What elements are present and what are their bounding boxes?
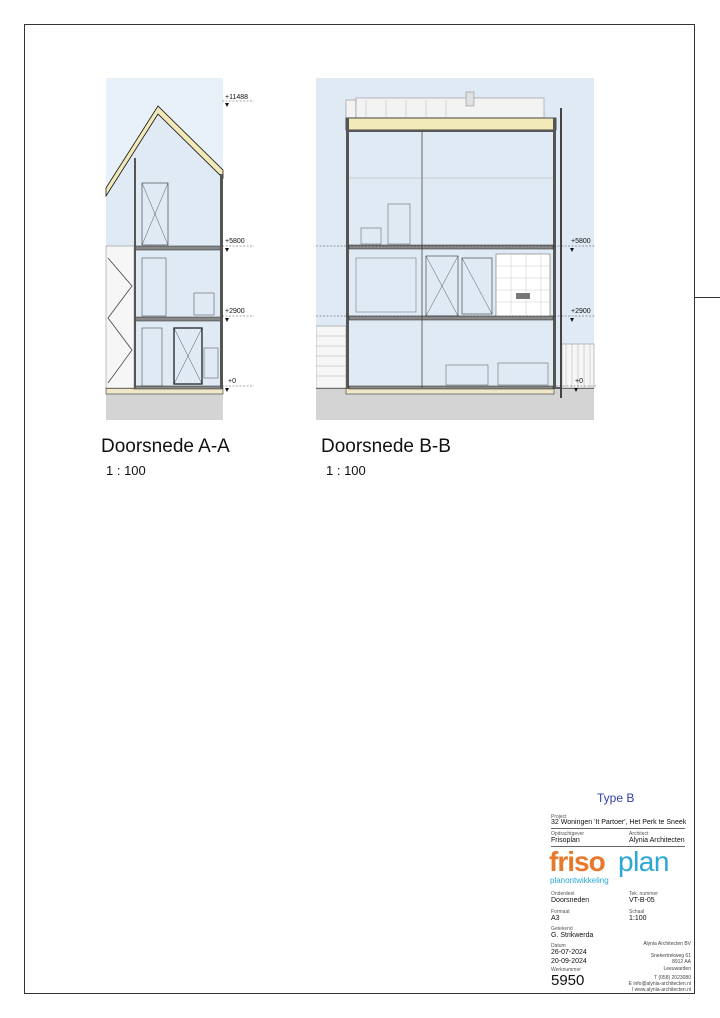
frisoplan-logo <box>549 846 689 885</box>
level-mark-a-2: +5800 <box>225 238 245 245</box>
office-web: I www.alynia-architecten.nl <box>631 987 691 993</box>
work-number-label: Werknummer <box>551 967 581 973</box>
section-a-a-title: Doorsnede A-A <box>101 436 230 457</box>
level-mark-b-1: +5800 <box>571 238 591 245</box>
level-mark-a-4: +0 <box>228 378 236 385</box>
project-rule <box>551 828 685 829</box>
project-label: Project <box>551 814 567 820</box>
drawing-number-value: VT-B-05 <box>629 897 655 904</box>
section-b-b <box>316 78 596 423</box>
logo-word-friso: friso <box>549 846 605 877</box>
office-zip: 8912 AA <box>672 959 691 965</box>
section-b-b-drawing <box>316 78 596 423</box>
logo-subtitle: planontwikkeling <box>550 876 609 885</box>
level-mark-a-3: +2900 <box>225 308 245 315</box>
client-value: Frisoplan <box>551 837 580 844</box>
level-mark-b-2: +2900 <box>571 308 591 315</box>
fold-mark-right <box>695 297 720 298</box>
project-value: 32 Woningen 'It Partoer', Het Perk te Sneek <box>551 819 687 826</box>
format-value: A3 <box>551 915 560 922</box>
part-label: Onderdeel <box>551 891 575 897</box>
section-a-a-scale: 1 : 100 <box>106 463 146 478</box>
section-a-a-drawing <box>104 78 254 423</box>
office-city: Leeuwarden <box>663 966 691 972</box>
client-label: Opdrachtgever <box>551 831 585 837</box>
date-label: Datum <box>551 943 566 949</box>
scale-label: Schaal <box>629 909 645 915</box>
section-b-b-title: Doorsnede B-B <box>321 436 451 457</box>
format-label: Formaat <box>551 909 570 915</box>
date-value-1: 26-07-2024 <box>551 949 587 956</box>
office-name: Alynia Architecten BV <box>643 941 691 947</box>
drawn-by-label: Getekend <box>551 926 573 932</box>
architect-value: Alynia Architecten <box>629 837 685 844</box>
office-email: E info@alynia-architecten.nl <box>628 981 691 987</box>
type-label: Type B <box>597 791 635 805</box>
drawn-by-value: G. Strikwerda <box>551 932 594 939</box>
level-mark-b-3: +0 <box>575 378 583 385</box>
office-street: Snekertrekweg 61 <box>650 953 691 959</box>
part-value: Doorsneden <box>551 897 590 904</box>
title-block <box>549 786 695 994</box>
work-number-value: 5950 <box>551 972 585 989</box>
section-b-b-scale: 1 : 100 <box>326 463 366 478</box>
date-value-2: 20-09-2024 <box>551 958 587 965</box>
architect-label: Architect <box>629 831 649 837</box>
logo-word-plan: plan <box>618 846 669 877</box>
drawing-number-label: Tek. nummer <box>629 891 658 897</box>
level-mark-a-1: +11488 <box>225 94 249 101</box>
section-a-a <box>104 78 254 423</box>
scale-value: 1:100 <box>629 915 647 922</box>
office-phone: T (058) 2023080 <box>654 975 691 981</box>
